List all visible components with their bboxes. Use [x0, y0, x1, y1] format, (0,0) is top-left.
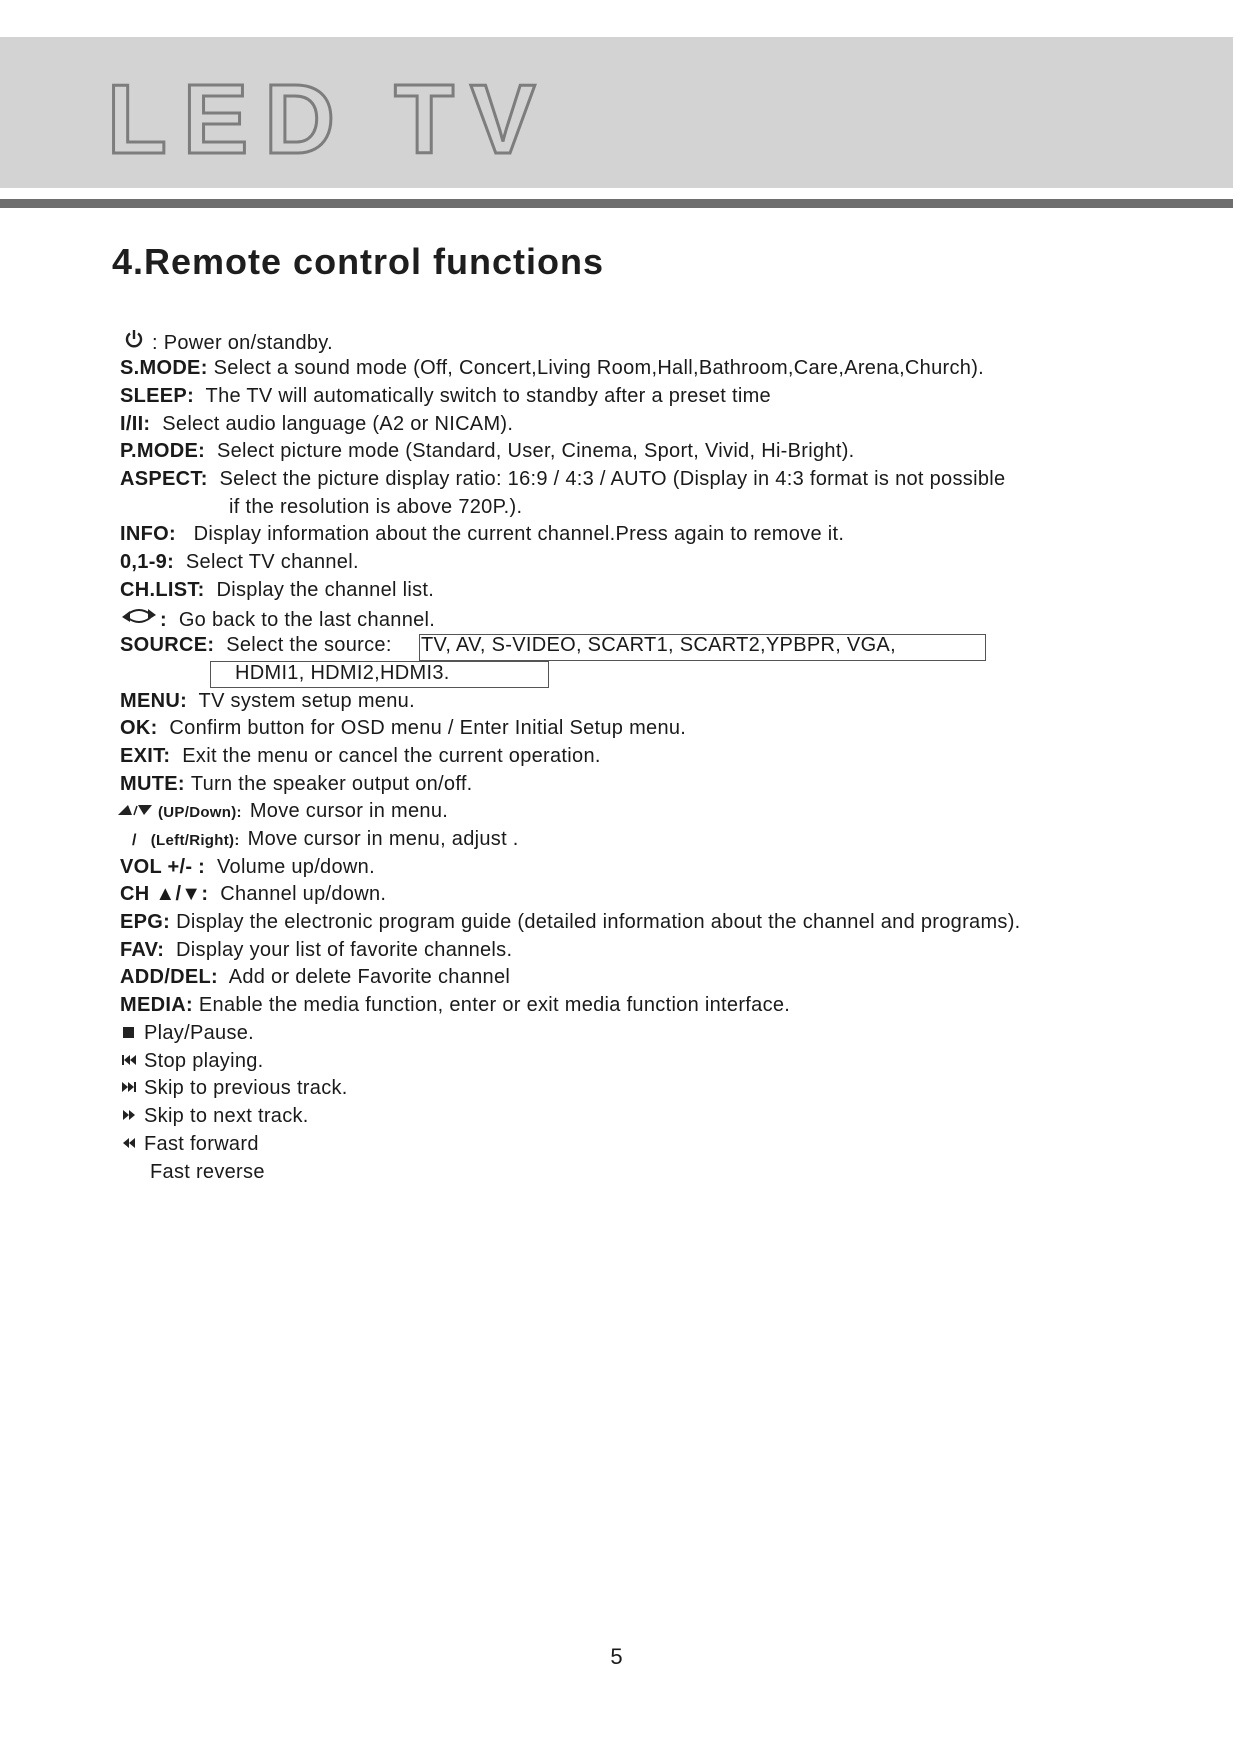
item-label: CH ▲/▼: — [120, 883, 209, 905]
item-label: EPG: — [120, 911, 171, 933]
list-item — [120, 578, 434, 602]
item-text: Fast reverse — [150, 1161, 265, 1183]
item-label: EXIT: — [120, 745, 171, 767]
item-text: Select a sound mode (Off, Concert,Living Room,Hall,Bathroom,Care,Arena,Church). — [213, 357, 985, 379]
list-item — [122, 1132, 259, 1156]
skip-next-icon — [122, 1076, 136, 1100]
item-label: (UP/Down): — [158, 804, 242, 821]
rewind-icon — [122, 1132, 136, 1156]
list-item — [120, 439, 855, 463]
item-text: Enable the media function, enter or exit media function interface. — [198, 994, 791, 1016]
item-text: Select audio language (A2 or NICAM). — [162, 413, 514, 435]
item-text: Display information about the current channel.Press again to remove it. — [193, 523, 845, 545]
section-title: 4.Remote control functions — [112, 241, 605, 282]
item-text: Play/Pause. — [144, 1022, 255, 1044]
item-label: MEDIA: — [120, 994, 193, 1016]
item-continuation: if the resolution is above 720P.). — [229, 496, 523, 518]
item-label: ASPECT: — [120, 468, 208, 490]
list-item — [150, 1160, 265, 1184]
item-label: ADD/DEL: — [120, 966, 218, 988]
item-text: Turn the speaker output on/off. — [190, 773, 473, 795]
list-item — [120, 938, 512, 962]
brand-title: LED TV — [107, 64, 552, 174]
item-text: Move cursor in menu, adjust . — [247, 828, 519, 850]
item-text: Skip to next track. — [144, 1105, 309, 1127]
item-text: Skip to previous track. — [144, 1077, 348, 1099]
recall-icon — [120, 606, 158, 632]
list-item — [120, 384, 771, 408]
item-text: Display the channel list. — [216, 579, 435, 601]
list-item — [120, 689, 415, 713]
item-label: : — [160, 609, 167, 631]
list-item — [120, 550, 359, 574]
list-item — [122, 1104, 309, 1128]
item-text: Fast forward — [144, 1133, 259, 1155]
list-item — [120, 855, 375, 879]
list-item — [120, 522, 844, 546]
item-label: (Left/Right): — [150, 832, 240, 849]
list-item — [120, 772, 473, 796]
item-text: Select the picture display ratio: 16:9 / 4:3 / AUTO (Display in 4:3 format is not possible — [219, 468, 1006, 490]
item-text: Add or delete Favorite channel — [228, 966, 511, 988]
item-text: Select TV channel. — [185, 551, 359, 573]
item-text: Exit the menu or cancel the current operation. — [182, 745, 601, 767]
item-text: Go back to the last channel. — [178, 609, 436, 631]
item-label: VOL +/- : — [120, 856, 206, 878]
item-text: The TV will automatically switch to standby after a preset time — [205, 385, 771, 407]
item-label: 0,1-9: — [120, 551, 175, 573]
item-label: SOURCE: — [120, 634, 215, 656]
item-text: Stop playing. — [144, 1050, 264, 1072]
source-options-line1: TV, AV, S-VIDEO, SCART1, SCART2,YPBPR, VGA, — [421, 634, 896, 656]
item-label: CH.LIST: — [120, 579, 205, 601]
up-down-arrows-icon — [116, 799, 156, 823]
item-label: FAV: — [120, 939, 165, 961]
list-item — [120, 993, 790, 1017]
item-label: MENU: — [120, 690, 188, 712]
item-text: Display the electronic program guide (detailed information about the channel and programs). — [176, 911, 1021, 933]
source-options-line2: HDMI1, HDMI2,HDMI3. — [235, 662, 450, 684]
item-label: OK: — [120, 717, 158, 739]
list-item — [120, 633, 392, 657]
list-item — [120, 356, 984, 380]
item-text: Select picture mode (Standard, User, Cinema, Sport, Vivid, Hi-Bright). — [216, 440, 855, 462]
item-text: : Power on/standby. — [152, 332, 333, 354]
item-text: Confirm button for OSD menu / Enter Initial Setup menu. — [169, 717, 687, 739]
stop-icon — [122, 1021, 136, 1045]
list-item — [120, 412, 513, 436]
fast-forward-icon — [122, 1104, 136, 1128]
list-item — [120, 965, 510, 989]
header-divider — [0, 199, 1233, 208]
list-item — [124, 329, 333, 355]
list-item — [120, 744, 601, 768]
item-text: TV system setup menu. — [198, 690, 415, 712]
item-text: Display your list of favorite channels. — [176, 939, 513, 961]
list-item — [122, 1049, 264, 1073]
list-item — [120, 716, 686, 740]
item-text: Volume up/down. — [216, 856, 375, 878]
item-text: Move cursor in menu. — [249, 800, 449, 822]
left-right-arrows-icon: / — [132, 832, 137, 849]
list-item — [120, 910, 1021, 934]
item-text: Select the source: — [226, 634, 392, 656]
item-text: Channel up/down. — [220, 883, 387, 905]
list-item — [120, 467, 1005, 491]
skip-previous-icon — [122, 1049, 136, 1073]
list-item — [120, 606, 435, 632]
item-label: S.MODE: — [120, 357, 208, 379]
list-item — [132, 827, 519, 853]
item-label: INFO: — [120, 523, 176, 545]
list-item — [122, 1076, 348, 1100]
power-icon — [124, 329, 144, 355]
list-item — [122, 1021, 254, 1045]
item-label: MUTE: — [120, 773, 185, 795]
item-label: P.MODE: — [120, 440, 206, 462]
page-number: 5 — [610, 1644, 623, 1669]
item-label: SLEEP: — [120, 385, 195, 407]
item-label: I/II: — [120, 413, 151, 435]
list-item — [120, 882, 386, 906]
list-item — [116, 799, 448, 825]
